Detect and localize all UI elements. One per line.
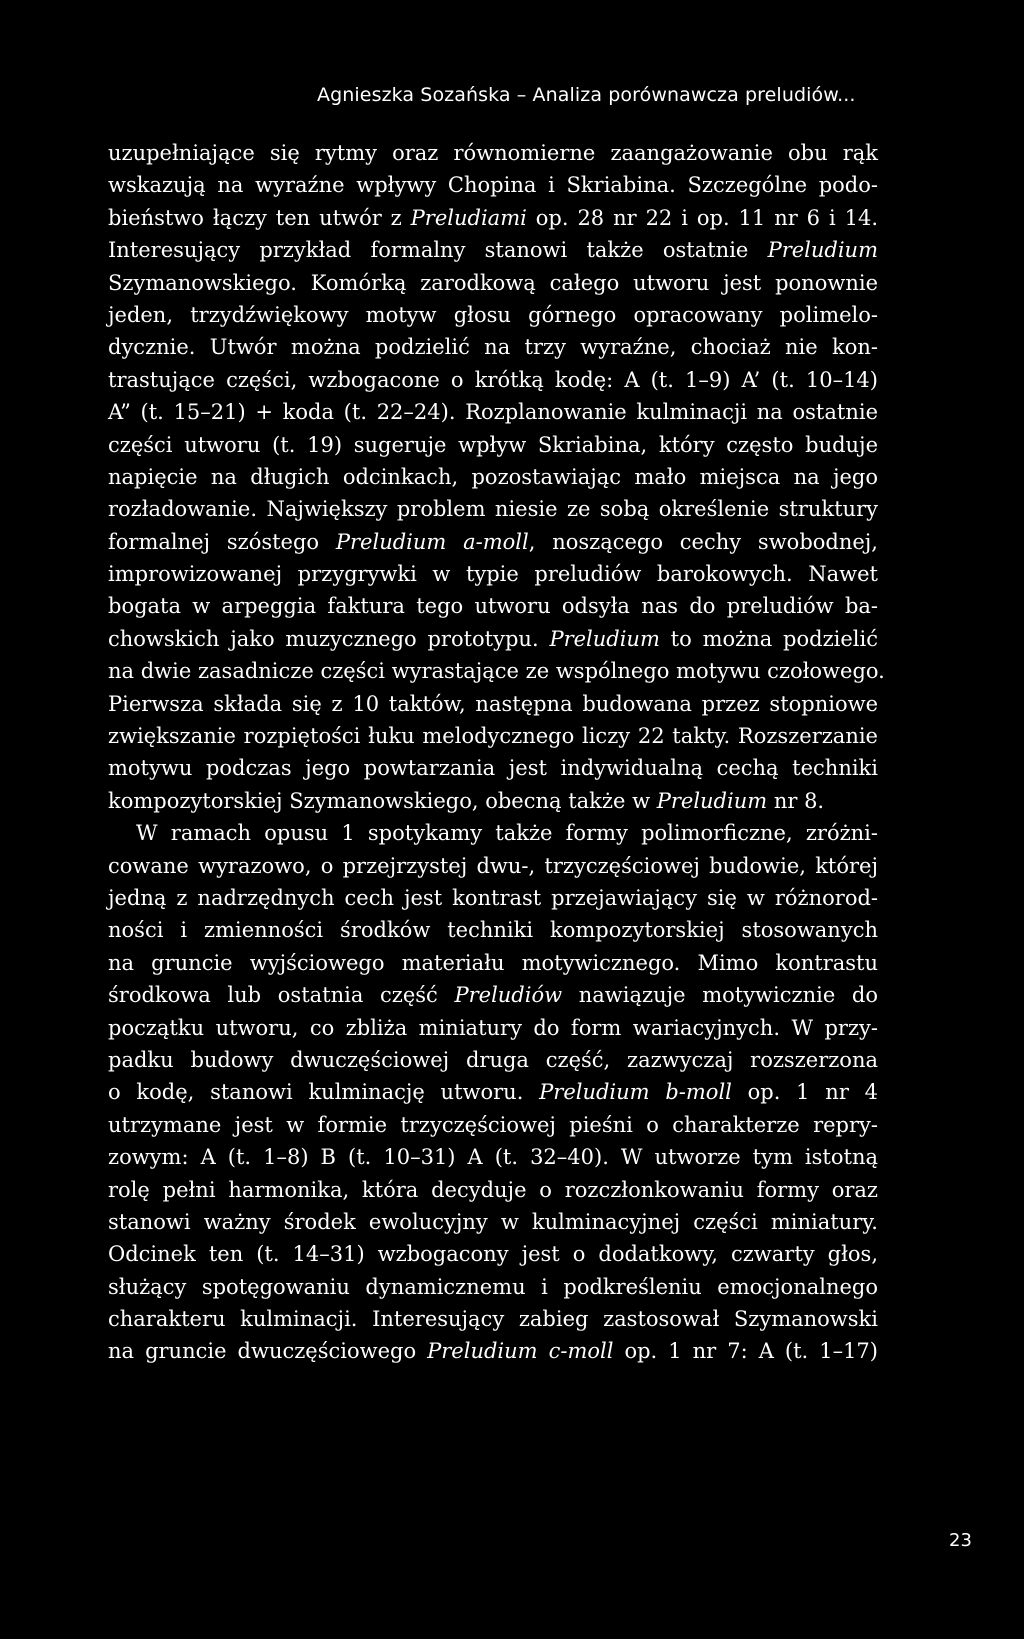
text-line: wskazują na wyraźne wpływy Chopina i Skriabina. Szczególne podo- [108, 173, 878, 198]
text-line: jeden, trzydźwiękowy motyw głosu górnego opracowany polimelo- [108, 302, 878, 327]
text-line: na gruncie dwuczęściowego Preludium c-moll op. 1 nr 7: A (t. 1–17) [108, 1339, 878, 1364]
italic-title: Preludium c-moll [427, 1339, 614, 1364]
text-line: rolę pełni harmonika, która decyduje o rozczłonkowaniu formy oraz [108, 1177, 878, 1202]
text-line: chowskich jako muzycznego prototypu. Preludium to można podzielić [108, 626, 878, 651]
text-line: kompozytorskiej Szymanowskiego, obecną także w Preludium nr 8. [108, 788, 825, 813]
text-line: W ramach opusu 1 spotykamy także formy polimorficzne, zróżni- [136, 821, 878, 846]
text-line: o kodę, stanowi kulminację utworu. Preludium b-moll op. 1 nr 4 [108, 1080, 879, 1105]
text-line: początku utworu, co zbliża miniatury do form wariacyjnych. W przy- [108, 1015, 878, 1040]
text-line: jedną z nadrzędnych cech jest kontrast przejawiający się w różnorod- [108, 885, 878, 910]
text-line: zowym: A (t. 1–8) B (t. 10–31) A (t. 32–40). W utworze tym istotną [108, 1145, 878, 1170]
text-line: A” (t. 15–21) + koda (t. 22–24). Rozplanowanie kulminacji na ostatnie [108, 400, 878, 425]
text-line: rozładowanie. Największy problem niesie ze sobą określenie struktury [108, 497, 878, 522]
text-line: cowane wyrazowo, o przejrzystej dwu-, trzyczęściowej budowie, której [108, 853, 878, 878]
italic-title: Preludiami [410, 205, 527, 230]
text-line: zwiększanie rozpiętości łuku melodycznego liczy 22 takty. Rozszerzanie [108, 724, 878, 749]
text-line: Szymanowskiego. Komórką zarodkową całego utworu jest ponownie [108, 270, 878, 295]
text-line: Interesujący przykład formalny stanowi także ostatnie Preludium [108, 238, 878, 263]
text-line: trastujące części, wzbogacone o krótką kodę: A (t. 1–9) A’ (t. 10–14) [108, 367, 878, 392]
text-line: charakteru kulminacji. Interesujący zabieg zastosował Szymanowski [108, 1307, 878, 1332]
text-line: bogata w arpeggia faktura tego utworu odsyła nas do preludiów ba- [108, 594, 878, 619]
italic-title: Preludium a-moll [335, 529, 529, 554]
text-line: środkowa lub ostatnia część Preludiów nawiązuje motywicznie do [108, 983, 878, 1008]
text-line: motywu podczas jego powtarzania jest indywidualną cechą techniki [108, 756, 878, 781]
text-line: na gruncie wyjściowego materiału motywicznego. Mimo kontrastu [108, 950, 878, 975]
text-line: na dwie zasadnicze części wyrastające ze wspólnego motywu czołowego. [108, 659, 885, 684]
text-line: improwizowanej przygrywki w typie preludiów barokowych. Nawet [108, 562, 878, 587]
italic-title: Preludium [656, 788, 768, 813]
italic-title: Preludium [767, 238, 878, 263]
text-line: dycznie. Utwór można podzielić na trzy wyraźne, chociaż nie kon- [108, 335, 878, 360]
text-line: bieństwo łączy ten utwór z Preludiami op. 28 nr 22 i op. 11 nr 6 i 14. [108, 205, 879, 230]
italic-title: Preludium [549, 626, 660, 651]
italic-title: Preludiów [454, 983, 563, 1008]
text-line: padku budowy dwuczęściowej druga część, zazwyczaj rozszerzona [108, 1047, 878, 1072]
text-line: służący spotęgowaniu dynamicznemu i podkreśleniu emocjonalnego [108, 1274, 878, 1299]
text-line: Odcinek ten (t. 14–31) wzbogacony jest o dodatkowy, czwarty głos, [108, 1242, 878, 1267]
body-text [108, 137, 885, 1368]
text-line: uzupełniające się rytmy oraz równomierne zaangażowanie obu rąk [108, 141, 878, 165]
text-line: formalnej szóstego Preludium a-moll, noszącego cechy swobodnej, [108, 529, 878, 554]
text-line: ności i zmienności środków techniki kompozytorskiej stosowanych [108, 918, 878, 943]
text-line: Pierwsza składa się z 10 taktów, następna budowana przez stopniowe [108, 691, 878, 716]
running-header: Agnieszka Sozańska – Analiza porównawcza preludiów... [317, 84, 856, 106]
text-line: części utworu (t. 19) sugeruje wpływ Skriabina, który często buduje [108, 432, 878, 457]
page-number: 23 [949, 1530, 972, 1551]
text-line: stanowi ważny środek ewolucyjny w kulminacyjnej części miniatury. [108, 1209, 878, 1234]
italic-title: Preludium b-moll [539, 1080, 732, 1105]
text-line: utrzymane jest w formie trzyczęściowej pieśni o charakterze repry- [108, 1112, 878, 1137]
text-line: napięcie na długich odcinkach, pozostawiając mało miejsca na jego [108, 464, 878, 489]
